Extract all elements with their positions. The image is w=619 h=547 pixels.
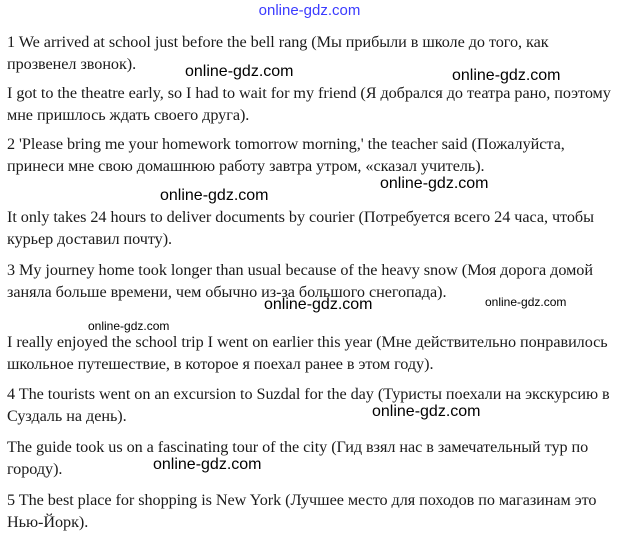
paragraph-6: I really enjoyed the school trip I went on earlier this year (Мне действительно понравилось школьное путешествие, в которое я поехал ранее в этом году). <box>7 333 608 373</box>
watermark: online-gdz.com <box>160 187 269 204</box>
paragraph-3: 2 'Please bring me your homework tomorrow morning,' the teacher said (Пожалуйста, принеси мне свою домашнюю работу завтра утром, «сказал учитель). <box>7 135 565 175</box>
paragraph-7: 4 The tourists went on an excursion to Suzdal for the day (Туристы поехали на экскурсию в Суздаль на день). <box>7 385 610 425</box>
paragraph-2: I got to the theatre early, so I had to wait for my friend (Я добрался до театра рано, поэтому мне пришлось ждать своего друга). <box>7 84 611 124</box>
watermark: online-gdz.com <box>88 319 170 333</box>
watermark: online-gdz.com <box>185 63 294 80</box>
site-header-watermark: online-gdz.com <box>258 2 361 19</box>
paragraph-5: 3 My journey home took longer than usual because of the heavy snow (Моя дорога домой заняла больше времени, чем обычно из-за большого снегопада). <box>7 261 593 301</box>
paragraph-8: The guide took us on a fascinating tour of the city (Гид взял нас в замечательный тур по городу). <box>7 438 589 478</box>
watermark: online-gdz.com <box>153 456 262 473</box>
paragraph-1: 1 We arrived at school just before the bell rang (Мы прибыли в школе до того, как прозвенел звонок). <box>7 33 549 73</box>
watermark: online-gdz.com <box>485 295 567 309</box>
paragraph-4: It only takes 24 hours to deliver documents by courier (Потребуется всего 24 часа, чтобы курьер доставил почту). <box>7 208 594 248</box>
watermark: online-gdz.com <box>264 296 373 313</box>
paragraph-9: 5 The best place for shopping is New York (Лучшее место для походов по магазинам это Нью-Йорк). <box>7 491 597 531</box>
watermark: online-gdz.com <box>452 67 561 84</box>
watermark: online-gdz.com <box>380 175 489 192</box>
watermark: online-gdz.com <box>372 403 481 420</box>
